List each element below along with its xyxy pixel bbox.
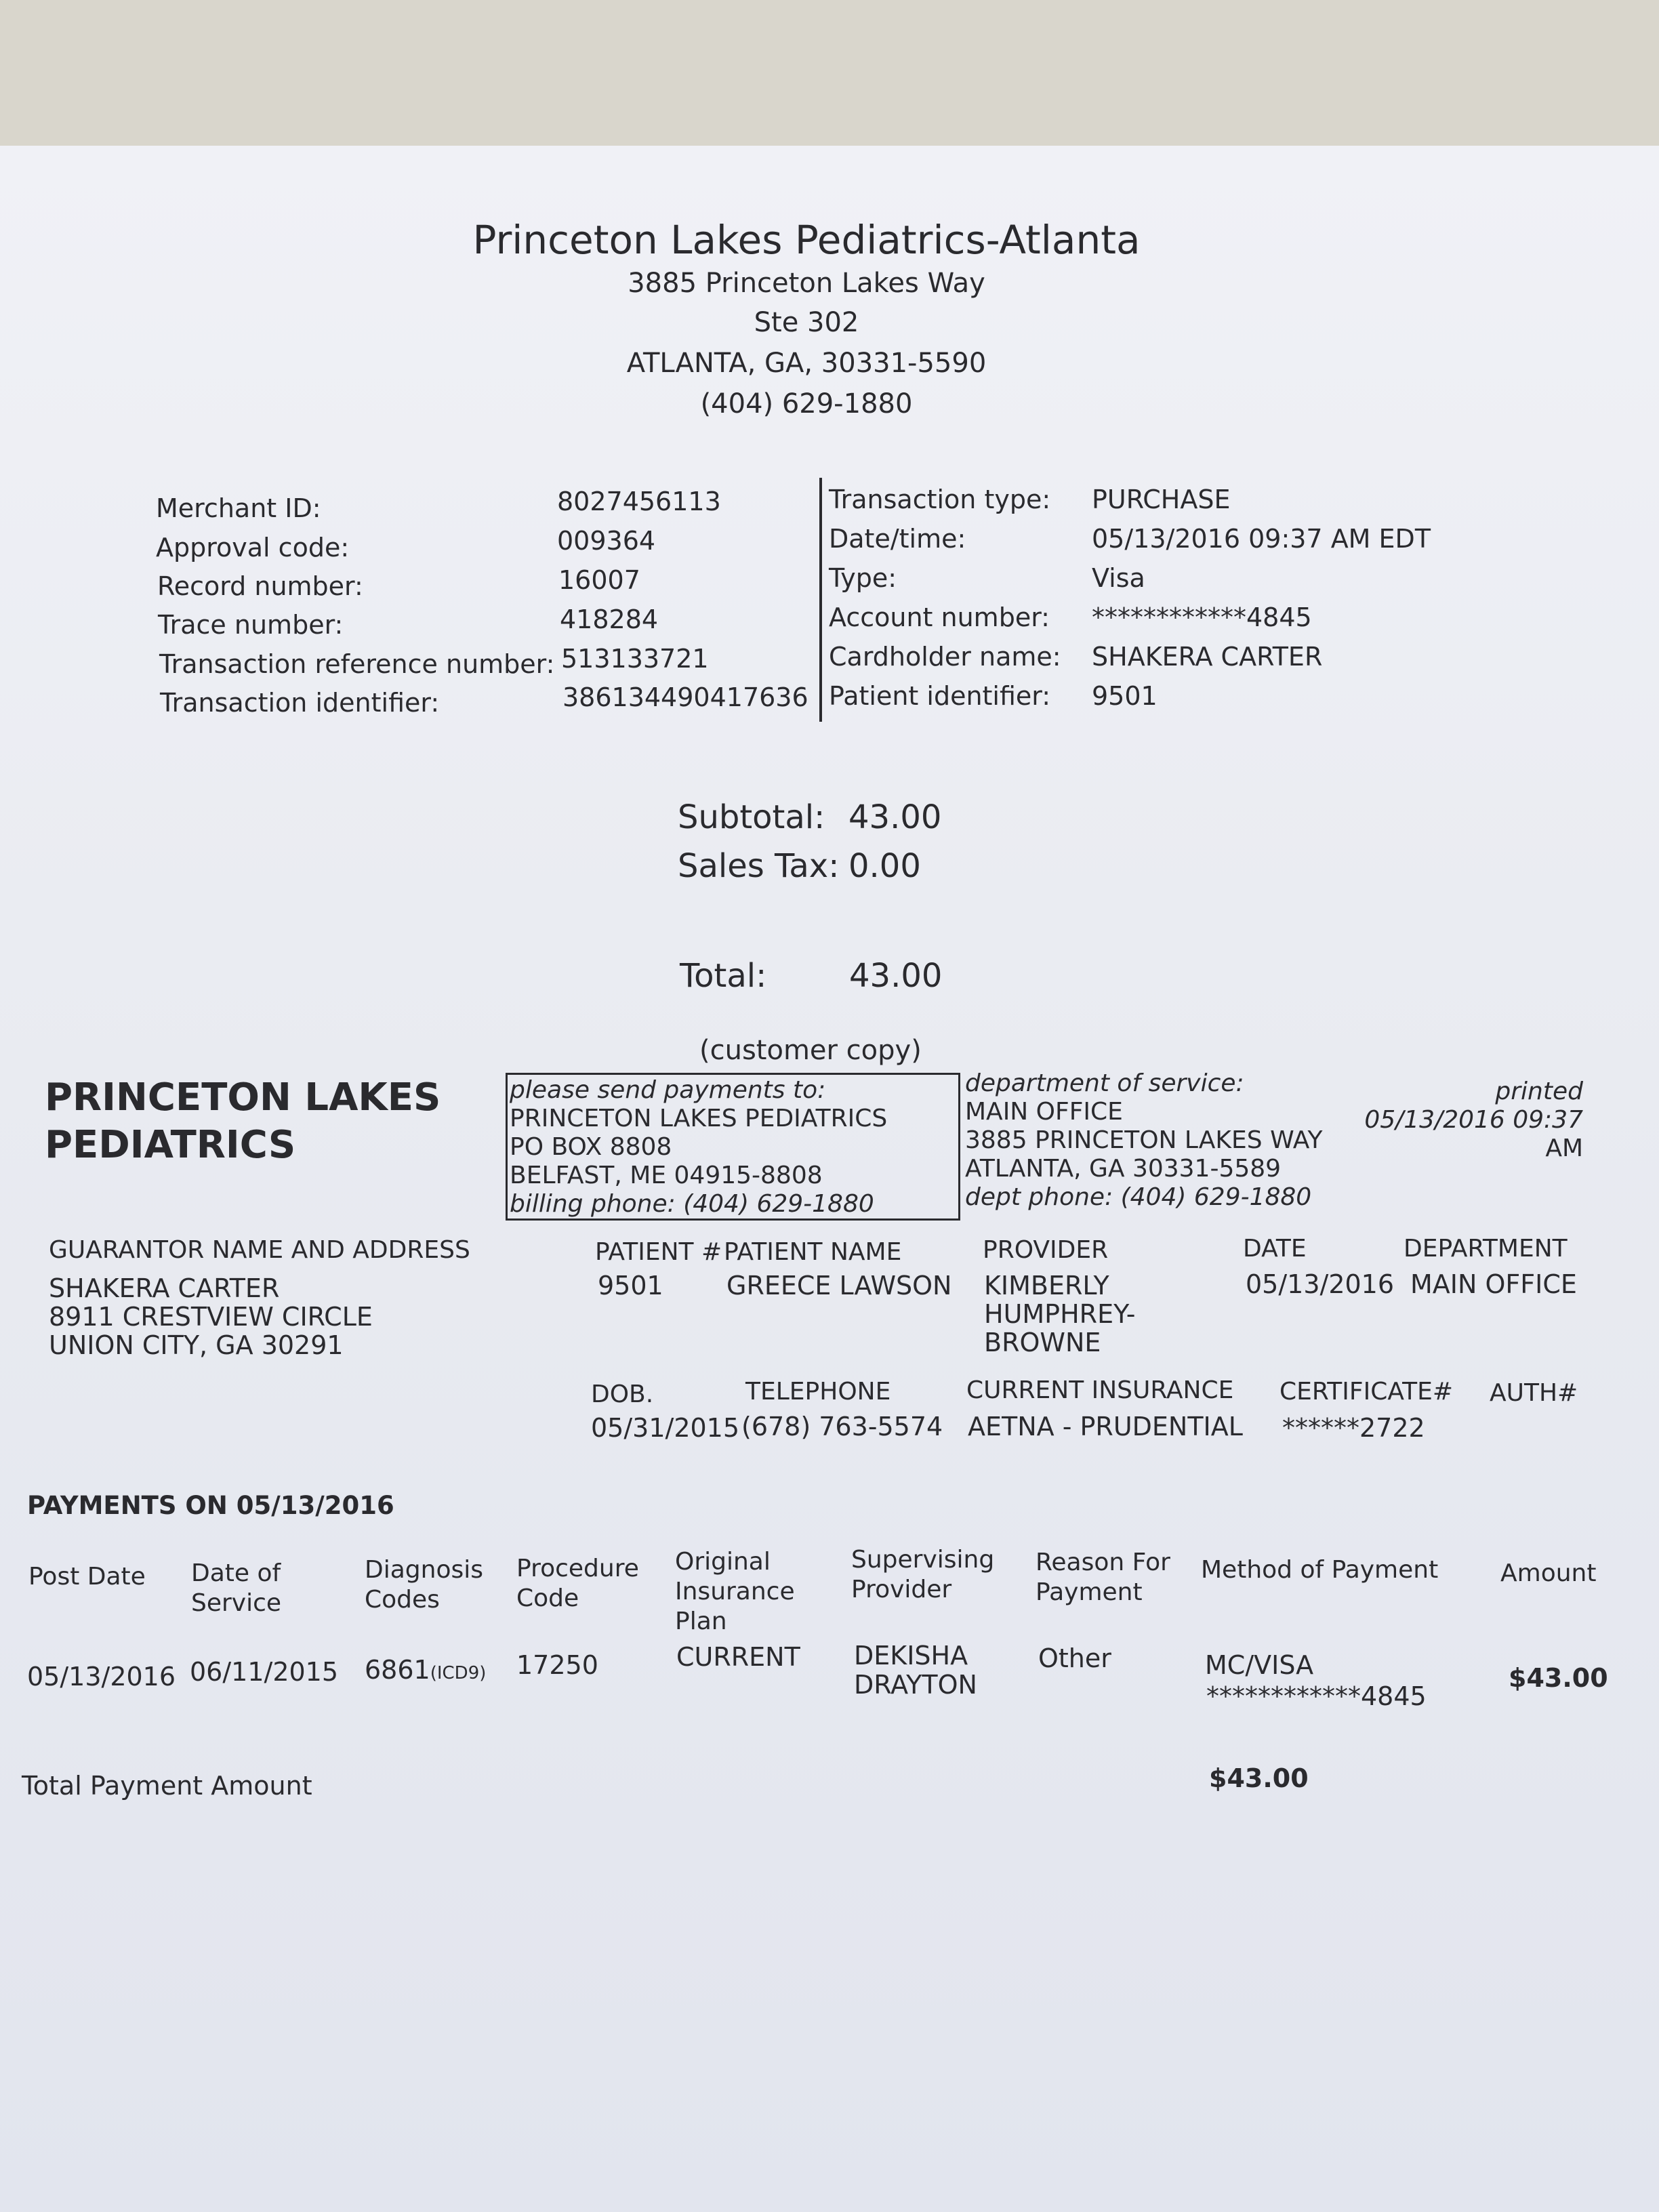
clinic-address-line1: 3885 Princeton Lakes Way	[628, 268, 985, 299]
method-value-line1: MC/VISA	[1205, 1650, 1314, 1680]
transaction-reference-value: 513133721	[561, 644, 709, 674]
transaction-identifier-value: 386134490417636	[562, 682, 808, 712]
department-heading: department of service:	[965, 1069, 1244, 1097]
provider-line2: HUMPHREY-	[984, 1299, 1136, 1329]
reason-value: Other	[1038, 1643, 1111, 1673]
patient-identifier-value: 9501	[1092, 681, 1158, 711]
department-header: DEPARTMENT	[1404, 1235, 1568, 1263]
visit-department: MAIN OFFICE	[1410, 1269, 1577, 1299]
plan-value: CURRENT	[676, 1642, 800, 1672]
total-payment-amount: $43.00	[1209, 1763, 1309, 1793]
method-header: Method of Payment	[1201, 1556, 1439, 1584]
transaction-type-value: PURCHASE	[1092, 485, 1231, 514]
total-value: 43.00	[849, 957, 943, 995]
telephone-header: TELEPHONE	[745, 1378, 891, 1406]
visit-date: 05/13/2016	[1246, 1269, 1395, 1299]
plan-header-line3: Plan	[675, 1607, 727, 1635]
payments-heading: PAYMENTS ON 05/13/2016	[27, 1491, 394, 1520]
insurance-value: AETNA - PRUDENTIAL	[968, 1412, 1243, 1441]
subtotal-label: Subtotal:	[678, 798, 825, 836]
clinic-address-line2: Ste 302	[754, 307, 859, 338]
department-line1: MAIN OFFICE	[965, 1098, 1123, 1126]
subtotal-value: 43.00	[848, 798, 942, 836]
trace-number-label: Trace number:	[158, 610, 344, 640]
amount-value: $43.00	[1509, 1663, 1608, 1693]
brand-line1: PRINCETON LAKES	[45, 1076, 441, 1120]
certificate-header: CERTIFICATE#	[1279, 1378, 1454, 1406]
post-date-value: 05/13/2016	[27, 1662, 176, 1692]
printed-label: printed	[1495, 1078, 1583, 1105]
amount-header: Amount	[1500, 1559, 1597, 1587]
customer-copy-note: (customer copy)	[699, 1035, 922, 1066]
reason-header-line2: Payment	[1036, 1578, 1143, 1606]
guarantor-street: 8911 CRESTVIEW CIRCLE	[49, 1302, 373, 1332]
diagnosis-code: 6861	[365, 1655, 430, 1685]
sales-tax-label: Sales Tax:	[678, 847, 840, 885]
patient-name: GREECE LAWSON	[726, 1271, 952, 1300]
supervising-header-line1: Supervising	[851, 1546, 995, 1574]
service-date-value: 06/11/2015	[190, 1657, 339, 1687]
provider-header: PROVIDER	[983, 1236, 1109, 1264]
date-header: DATE	[1243, 1235, 1307, 1263]
payments-to-heading: please send payments to:	[510, 1076, 826, 1104]
total-payment-label: Total Payment Amount	[22, 1771, 312, 1801]
merchant-id-label: Merchant ID:	[156, 493, 321, 523]
datetime-value: 05/13/2016 09:37 AM EDT	[1092, 524, 1431, 554]
billing-phone: billing phone: (404) 629-1880	[510, 1190, 874, 1218]
department-line3: ATLANTA, GA 30331-5589	[965, 1155, 1282, 1183]
transaction-reference-label: Transaction reference number:	[159, 649, 555, 679]
patient-name-header: PATIENT NAME	[724, 1238, 902, 1266]
account-number-value: ************4845	[1092, 602, 1312, 632]
diagnosis-header-line1: Diagnosis	[365, 1556, 483, 1584]
supervising-value-line2: DRAYTON	[854, 1670, 977, 1700]
printed-datetime: 05/13/2016 09:37	[1364, 1106, 1583, 1134]
provider-line3: BROWNE	[984, 1328, 1101, 1357]
approval-code-value: 009364	[557, 526, 656, 556]
merchant-id-value: 8027456113	[557, 487, 721, 516]
insurance-header: CURRENT INSURANCE	[966, 1376, 1234, 1404]
patient-number: 9501	[598, 1271, 663, 1300]
diagnosis-value	[365, 1656, 486, 1687]
card-type-value: Visa	[1092, 563, 1145, 593]
service-date-header-line1: Date of	[191, 1559, 281, 1587]
department-phone: dept phone: (404) 629-1880	[965, 1183, 1312, 1211]
datetime-label: Date/time:	[829, 524, 966, 554]
trace-number-value: 418284	[560, 605, 659, 634]
clinic-city: ATLANTA, GA, 30331-5590	[626, 348, 987, 379]
guarantor-heading: GUARANTOR NAME AND ADDRESS	[49, 1236, 470, 1264]
diagnosis-header-line2: Codes	[365, 1586, 440, 1614]
dob-header: DOB.	[591, 1380, 654, 1408]
transaction-type-label: Transaction type:	[829, 485, 1051, 514]
plan-header-line2: Insurance	[675, 1578, 795, 1605]
patient-identifier-label: Patient identifier:	[829, 681, 1051, 711]
transaction-identifier-label: Transaction identifier:	[160, 688, 440, 718]
reason-header-line1: Reason For	[1036, 1549, 1170, 1576]
card-type-label: Type:	[829, 563, 897, 593]
clinic-phone: (404) 629-1880	[700, 388, 913, 419]
cardholder-name-label: Cardholder name:	[829, 642, 1061, 672]
total-label: Total:	[680, 957, 767, 995]
payments-to-line2: PO BOX 8808	[510, 1133, 672, 1161]
record-number-value: 16007	[558, 565, 640, 595]
clinic-title: Princeton Lakes Pediatrics-Atlanta	[472, 217, 1141, 263]
guarantor-city: UNION CITY, GA 30291	[49, 1330, 344, 1360]
printed-ampm: AM	[1545, 1134, 1583, 1162]
diagnosis-code-system: (ICD9)	[430, 1663, 487, 1683]
method-value-line2: ************4845	[1206, 1681, 1427, 1711]
supervising-value-line1: DEKISHA	[854, 1641, 968, 1671]
guarantor-name: SHAKERA CARTER	[49, 1273, 280, 1303]
procedure-header-line2: Code	[516, 1584, 579, 1612]
procedure-header-line1: Procedure	[516, 1555, 639, 1582]
payments-to-line1: PRINCETON LAKES PEDIATRICS	[510, 1105, 888, 1132]
patient-number-header: PATIENT #	[595, 1238, 722, 1266]
procedure-value: 17250	[516, 1650, 598, 1680]
sales-tax-value: 0.00	[848, 847, 921, 885]
cardholder-name-value: SHAKERA CARTER	[1092, 642, 1323, 672]
approval-code-label: Approval code:	[156, 533, 350, 562]
telephone-value: (678) 763-5574	[741, 1412, 943, 1441]
certificate-value: ******2722	[1282, 1413, 1425, 1443]
brand-line2: PEDIATRICS	[45, 1123, 296, 1167]
post-date-header: Post Date	[28, 1563, 146, 1591]
department-line2: 3885 PRINCETON LAKES WAY	[965, 1126, 1323, 1154]
plan-header-line1: Original	[675, 1548, 771, 1576]
service-date-header-line2: Service	[191, 1589, 282, 1617]
payments-to-line3: BELFAST, ME 04915-8808	[510, 1162, 823, 1189]
dob-value: 05/31/2015	[591, 1413, 740, 1443]
account-number-label: Account number:	[829, 602, 1050, 632]
auth-header: AUTH#	[1490, 1379, 1578, 1407]
record-number-label: Record number:	[157, 571, 363, 601]
provider-line1: KIMBERLY	[984, 1271, 1109, 1300]
supervising-header-line2: Provider	[851, 1576, 952, 1603]
column-divider	[819, 478, 822, 722]
